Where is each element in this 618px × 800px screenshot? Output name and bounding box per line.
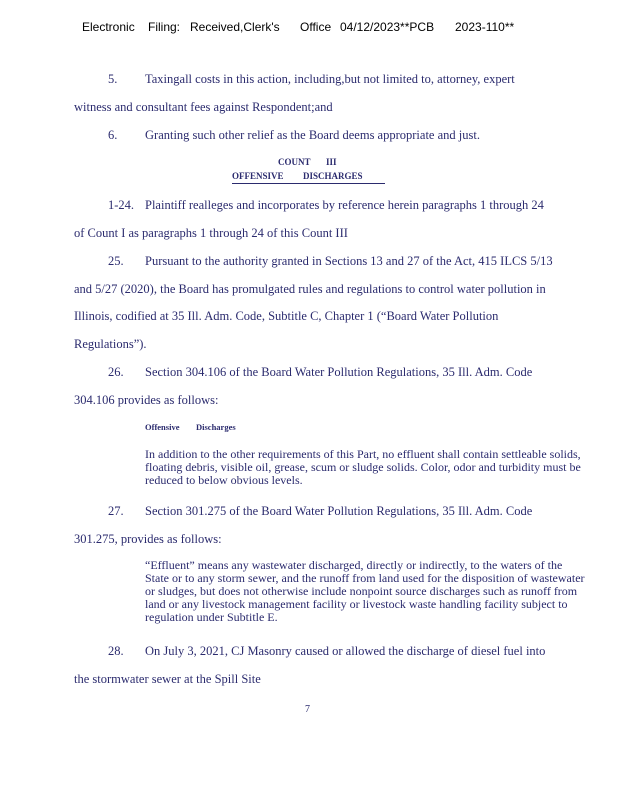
paragraph-number-25: 25. bbox=[108, 254, 124, 268]
paragraph-1-24-line-2: of Count I as paragraphs 1 through 24 of this Count III bbox=[74, 226, 348, 240]
paragraph-28-line-2: the stormwater sewer at the Spill Site bbox=[74, 672, 261, 686]
paragraph-5-line-2: witness and consultant fees against Respondent;and bbox=[74, 100, 333, 114]
header-office: Office bbox=[300, 20, 332, 34]
count-label: COUNT bbox=[278, 157, 311, 167]
paragraph-25-line-3: Illinois, codified at 35 Ill. Adm. Code, Subtitle C, Chapter 1 (“Board Water Pollution bbox=[74, 309, 499, 323]
count-title-underline bbox=[232, 183, 385, 184]
paragraph-28-line-1: On July 3, 2021, CJ Masonry caused or allowed the discharge of diesel fuel into bbox=[145, 644, 546, 658]
paragraph-1-24-line-1: Plaintiff realleges and incorporates by reference herein paragraphs 1 through 24 bbox=[145, 198, 544, 212]
header-filing: Filing: bbox=[148, 20, 181, 34]
header-electronic: Electronic bbox=[82, 20, 135, 34]
quote-offensive-discharges-text: In addition to the other requirements of this Part, no effluent shall contain settleable solids, floating debris, visible oil, grease, scum or sludge solids. Color, odor and turbidity must be reduced to below obvious levels. bbox=[145, 447, 581, 487]
count-numeral: III bbox=[326, 157, 337, 167]
quote-effluent-definition-text: “Effluent” means any wastewater discharged, directly or indirectly, to the waters of the State or to any storm sewer, and the runoff from land used for the disposition of wastewater or sludges, but does not otherwise include nonpoint source discharges such as runoff from land or any livestock management facility or livestock waste handling facility subject to regulation under Subtitle E. bbox=[145, 558, 585, 624]
paragraph-number-5: 5. bbox=[108, 72, 118, 86]
paragraph-number-27: 27. bbox=[108, 504, 124, 518]
count-title-discharges: DISCHARGES bbox=[303, 171, 363, 181]
header-case-number: 2023-110** bbox=[455, 20, 515, 34]
paragraph-number-1-24: 1-24. bbox=[108, 198, 135, 212]
paragraph-25-line-1: Pursuant to the authority granted in Sections 13 and 27 of the Act, 415 ILCS 5/13 bbox=[145, 254, 553, 268]
paragraph-27-line-1: Section 301.275 of the Board Water Pollution Regulations, 35 Ill. Adm. Code bbox=[145, 504, 533, 518]
paragraph-26-line-1: Section 304.106 of the Board Water Pollution Regulations, 35 Ill. Adm. Code bbox=[145, 365, 533, 379]
paragraph-5-line-1: Taxingall costs in this action, including,but not limited to, attorney, expert bbox=[145, 72, 515, 86]
paragraph-26-line-2: 304.106 provides as follows: bbox=[74, 393, 219, 407]
paragraph-number-26: 26. bbox=[108, 365, 124, 379]
paragraph-number-6: 6. bbox=[108, 128, 118, 142]
quote-heading-offensive: Offensive bbox=[145, 422, 180, 432]
paragraph-27-line-2: 301.275, provides as follows: bbox=[74, 532, 222, 546]
paragraph-25-line-4: Regulations”). bbox=[74, 337, 147, 351]
paragraph-25-line-2: and 5/27 (2020), the Board has promulgated rules and regulations to control water pollution in bbox=[74, 282, 546, 296]
quote-heading-discharges: Discharges bbox=[196, 422, 236, 432]
paragraph-6-line-1: Granting such other relief as the Board deems appropriate and just. bbox=[145, 128, 480, 142]
header-received: Received,Clerk's bbox=[190, 20, 280, 34]
page-number: 7 bbox=[305, 704, 310, 715]
header-date: 04/12/2023**PCB bbox=[340, 20, 435, 34]
count-title-offensive: OFFENSIVE bbox=[232, 171, 284, 181]
paragraph-number-28: 28. bbox=[108, 644, 124, 658]
